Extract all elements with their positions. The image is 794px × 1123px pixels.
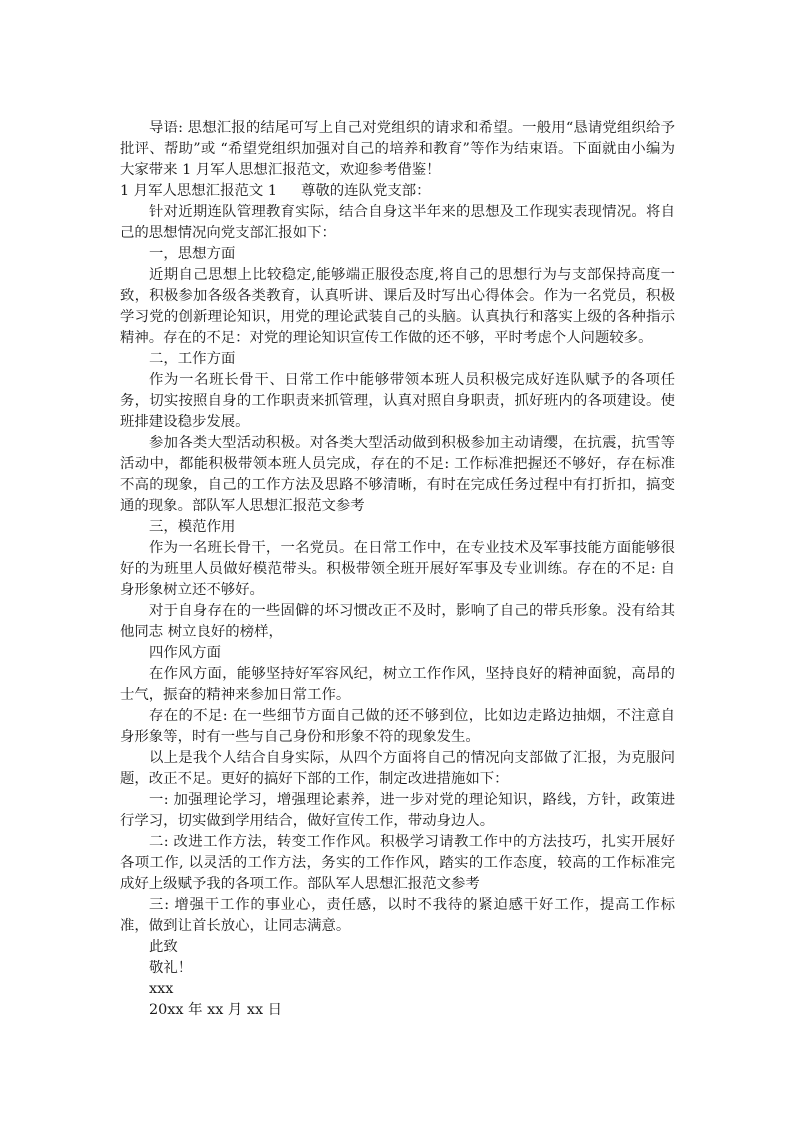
body-paragraph: 在作风方面，能够坚持好军容风纪，树立工作作风，坚持良好的精神面貌，高昂的士气，振奋的精神来参加日常工作。 [120, 666, 675, 703]
salutation: 尊敬的连队党支部： [300, 183, 431, 199]
body-paragraph: 参加各类大型活动积极。对各类大型活动做到积极参加主动请缨，在抗震，抗雪等活动中，都能积极带领本班人员完成，存在的不足: 工作标准把握还不够好，存在标准不高的现象，自己的工作方法及思路不够清晰，有时在完成任务过程中有打折扣，搞变通的现象。部队军人思想汇报范文参考 [120, 435, 675, 514]
signature: xxx [149, 981, 174, 997]
measure-item: 一: 加强理论学习，增强理论素养，进一步对党的理论知识，路线，方针，政策进行学习，切实做到学用结合，做好宣传工作，带动身边人。 [120, 792, 675, 829]
title-line [120, 181, 675, 202]
body-paragraph: 以上是我个人结合自身实际，从四个方面将自己的情况向支部做了汇报，为克服问题，改正不足。更好的搞好下部的工作，制定改进措施如下： [120, 750, 675, 787]
body-paragraph: 近期自己思想上比较稳定,能够端正服役态度,将自己的思想行为与支部保持高度一致，积极参加各级各类教育，认真听讲、课后及时写出心得体会。作为一名党员，积极学习党的创新理论知识，用党的理论武装自己的头脑。认真执行和落实上级的各种指示精神。存在的不足：对党的理论知识宣传工作做的还不够，平时考虑个人问题较多。 [120, 267, 675, 346]
date-line: 20xx 年 xx 月 xx 日 [149, 1002, 283, 1018]
section-heading: 二，工作方面 [149, 351, 236, 367]
body-paragraph: 存在的不足: 在一些细节方面自己做的还不够到位，比如边走路边抽烟，不注意自身形象等，时有一些与自己身份和形象不符的现象发生。 [120, 708, 675, 745]
body-paragraph: 对于自身存在的一些固僻的坏习惯改正不及时，影响了自己的带兵形象。没有给其他同志 树立良好的榜样， [120, 603, 675, 640]
section-heading: 一，思想方面 [149, 246, 236, 262]
body-paragraph: 作为一名班长骨干、日常工作中能够带领本班人员积极完成好连队赋予的各项任务，切实按照自身的工作职责来抓管理，认真对照自身职责，抓好班内的各项建设。使班排建设稳步发展。 [120, 372, 675, 430]
closing-salute: 敬礼！ [149, 960, 193, 976]
measure-item: 三: 增强干工作的事业心，责任感，以时不我待的紧迫感干好工作，提高工作标准，做到让首长放心，让同志满意。 [120, 897, 675, 934]
opening-paragraph: 针对近期连队管理教育实际，结合自身这半年来的思想及工作现实表现情况。将自己的思想情况向党支部汇报如下： [120, 204, 675, 241]
section-heading: 四作风方面 [149, 645, 221, 661]
intro-paragraph: 导语: 思想汇报的结尾可写上自己对党组织的请求和希望。一般用“恳请党组织给予批评、帮助”或 “希望党组织加强对自己的培养和教育”等作为结束语。下面就由小编为大家带来 1 月军人思想汇报范文，欢迎参考借鉴！ [120, 120, 675, 178]
document-body [120, 118, 675, 1021]
measure-item: 二: 改进工作方法，转变工作作风。积极学习请教工作中的方法技巧，扎实开展好各项工作, 以灵活的工作方法，务实的工作作风，踏实的工作态度，较高的工作标准完成好上级赋予我的各项工作。部队军人思想汇报范文参考 [120, 834, 675, 892]
body-paragraph: 作为一名班长骨干，一名党员。在日常工作中，在专业技术及军事技能方面能够很好的为班里人员做好模范带头。积极带领全班开展好军事及专业训练。存在的不足: 自身形象树立还不够好。 [120, 540, 675, 598]
section-heading: 三，模范作用 [149, 519, 236, 535]
essay-title: 1 月军人思想汇报范文 1 [120, 183, 277, 199]
closing-line: 此致 [149, 939, 178, 955]
